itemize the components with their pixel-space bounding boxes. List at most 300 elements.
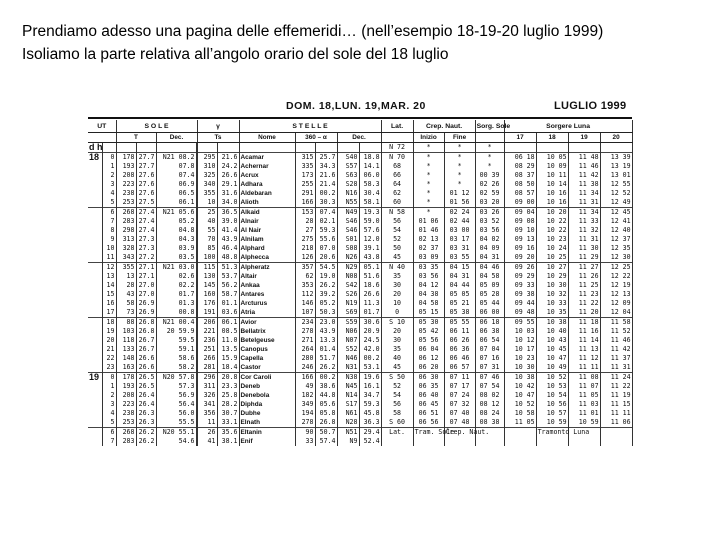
cell-tm: [136, 143, 156, 153]
cell-dec: 57.3: [156, 382, 196, 391]
cell-m19: 11 38: [568, 180, 600, 189]
table-row: [88, 391, 632, 400]
cell-cf: 06 11: [444, 327, 475, 336]
cell-m19: 11 30: [568, 244, 600, 253]
cell-tsm: 20.8: [217, 373, 239, 383]
cell-sdecm: 36.3: [359, 418, 381, 428]
cell-day: [88, 198, 102, 208]
cell-h: 22: [102, 354, 116, 363]
cell-tm: 27.6: [136, 189, 156, 198]
table-row: [88, 253, 632, 263]
cell-ci: 03 56: [413, 272, 444, 281]
col-crep-naut: Crep. Naut.: [413, 120, 475, 133]
cell-tsm: 56.2: [217, 281, 239, 290]
cell-m20: 12 22: [600, 272, 632, 281]
cell-day: [88, 226, 102, 235]
cell-m18: 10 38: [536, 318, 568, 328]
cell-m17: 10 30: [504, 363, 536, 373]
cell-ts: 326: [197, 391, 217, 400]
cell-sha: 153: [295, 208, 315, 218]
cell-ss: 06 00: [475, 308, 504, 318]
cell-ss: 05 44: [475, 299, 504, 308]
cell-cf: 04 15: [444, 263, 475, 273]
cell-dec: N21 05.6: [156, 208, 196, 218]
cell-t: 208: [116, 391, 136, 400]
cell-tm: 27.0: [136, 290, 156, 299]
cell-t: 178: [116, 153, 136, 163]
cell-t: 268: [116, 208, 136, 218]
cell-cf: *: [444, 180, 475, 189]
cell-tsm: 43.9: [217, 235, 239, 244]
cell-m17: 08 50: [504, 180, 536, 189]
cell-sham: 26.8: [315, 418, 337, 428]
cell-ts: 10: [197, 198, 217, 208]
cell-m19: 10 59: [568, 418, 600, 428]
cell-h: 18: [102, 318, 116, 328]
cell-dec: N21 08.2: [156, 153, 196, 163]
cell-sdecm: 29.4: [359, 428, 381, 438]
cell-lat: 10: [381, 299, 413, 308]
cell-m20: 13 19: [600, 162, 632, 171]
cell-ts: 236: [197, 336, 217, 345]
cell-lat: S 10: [381, 318, 413, 328]
cell-sham: [315, 143, 337, 153]
cell-day: [88, 290, 102, 299]
cell-sha: 27: [295, 226, 315, 235]
cell-m20: 12 37: [600, 235, 632, 244]
cell-t: 28: [116, 281, 136, 290]
cell-tsm: 08.5: [217, 327, 239, 336]
cell-ts: 251: [197, 345, 217, 354]
cell-m20: 12 30: [600, 253, 632, 263]
table-row: [88, 162, 632, 171]
cell-cf: 07 48: [444, 418, 475, 428]
cell-sdec: N49: [337, 208, 359, 218]
cell-m19: [568, 143, 600, 153]
cell-ss: 03 20: [475, 198, 504, 208]
cell-h: 21: [102, 345, 116, 354]
cell-sha: 90: [295, 428, 315, 438]
cell-ss: 04 46: [475, 263, 504, 273]
cell-m18: 10 32: [536, 290, 568, 299]
cell-m18: 10 47: [536, 354, 568, 363]
cell-ci: 02 13: [413, 235, 444, 244]
cell-lat: 62: [381, 189, 413, 198]
cell-ss: 07 16: [475, 354, 504, 363]
cell-m17: 10 12: [504, 336, 536, 345]
cell-tm: 27.7: [136, 153, 156, 163]
cell-h: 23: [102, 363, 116, 373]
cell-m18: 10 59: [536, 418, 568, 428]
cell-cf: 03 00: [444, 226, 475, 235]
cell-ts: 176: [197, 299, 217, 308]
cell-tm: 26.2: [136, 437, 156, 446]
cell-m20: 11 15: [600, 400, 632, 409]
table-row: [88, 409, 632, 418]
cell-sdecm: 45.8: [359, 409, 381, 418]
table-row: [88, 235, 632, 244]
cell-ts: 55: [197, 226, 217, 235]
cell-m17: 10 17: [504, 345, 536, 354]
cell-m19: 11 16: [568, 327, 600, 336]
cell-sham: 55.6: [315, 235, 337, 244]
cell-h: 11: [102, 253, 116, 263]
cell-sham: 54.5: [315, 263, 337, 273]
cell-tsm: 11.0: [217, 336, 239, 345]
cell-sham: 25.7: [315, 153, 337, 163]
cell-ci: 04 58: [413, 299, 444, 308]
cell-lat: N 72: [381, 143, 413, 153]
cell-sdecm: 18.8: [359, 153, 381, 163]
cell-m19: 11 48: [568, 153, 600, 163]
cell-m18: 10 29: [536, 272, 568, 281]
cell-lat: 64: [381, 180, 413, 189]
cell-sha: 194: [295, 409, 315, 418]
col-day-17: 17: [504, 133, 536, 143]
cell-cf: 03 55: [444, 253, 475, 263]
cell-dec: 55.5: [156, 418, 196, 428]
cell-m20: 11 06: [600, 418, 632, 428]
cell-m20: 11 22: [600, 382, 632, 391]
cell-day: [88, 382, 102, 391]
col-sha: 360 – α: [295, 133, 337, 143]
cell-cf: 05 38: [444, 308, 475, 318]
cell-m17: 09 33: [504, 281, 536, 290]
cell-ss: 02 59: [475, 189, 504, 198]
cell-ci: *: [413, 198, 444, 208]
cell-tsm: 06.1: [217, 318, 239, 328]
cell-lat: N 70: [381, 153, 413, 163]
cell-ss: 03 26: [475, 208, 504, 218]
cell-ss: *: [475, 143, 504, 153]
cell-star: Deneb: [239, 382, 295, 391]
cell-m17: 10 38: [504, 373, 536, 383]
cell-star: Cor Caroli: [239, 373, 295, 383]
table-row: [88, 180, 632, 189]
cell-sham: 57.4: [315, 437, 337, 446]
month-title: LUGLIO 1999: [554, 100, 627, 112]
cell-sdecm: 06.0: [359, 171, 381, 180]
cell-m20: 13 01: [600, 171, 632, 180]
cell-tm: 26.4: [136, 400, 156, 409]
table-row: [88, 226, 632, 235]
cell-m18: 10 56: [536, 400, 568, 409]
cell-ci: 06 30: [413, 373, 444, 383]
table-row: [88, 272, 632, 281]
cell-dec: 54.6: [156, 437, 196, 446]
cell-t: 223: [116, 180, 136, 189]
cell-sdec: N31: [337, 363, 359, 373]
cell-sdecm: 16.1: [359, 382, 381, 391]
cell-sdec: S42: [337, 281, 359, 290]
table-row: [88, 308, 632, 318]
table-row: [88, 189, 632, 198]
cell-m17: 09 48: [504, 308, 536, 318]
cell-cf: 03 31: [444, 244, 475, 253]
cell-star: Alnilam: [239, 235, 295, 244]
cell-h: 6: [102, 428, 116, 438]
cell-sdec: N51: [337, 428, 359, 438]
cell-day: [88, 253, 102, 263]
cell-ts: 11: [197, 418, 217, 428]
cell-m20: 12 04: [600, 308, 632, 318]
cell-t: 238: [116, 409, 136, 418]
cell-tm: 27.5: [136, 198, 156, 208]
cell-tsm: 51.3: [217, 263, 239, 273]
cell-dec: 04.3: [156, 235, 196, 244]
col-star-dec: Dec.: [337, 133, 381, 143]
cell-m20: 11 58: [600, 318, 632, 328]
cell-m17: 09 00: [504, 198, 536, 208]
table-row: [88, 318, 632, 328]
cell-tm: 26.7: [136, 345, 156, 354]
cell-sdecm: 42.0: [359, 345, 381, 354]
cell-sdec: N46: [337, 354, 359, 363]
cell-tsm: 21.6: [217, 153, 239, 163]
cell-sdecm: 24.5: [359, 336, 381, 345]
cell-tsm: 34.0: [217, 198, 239, 208]
cell-star: Enif: [239, 437, 295, 446]
table-row: [88, 382, 632, 391]
cell-ts: 160: [197, 290, 217, 299]
cell-cf: 02 44: [444, 217, 475, 226]
cell-tm: 26.8: [136, 318, 156, 328]
cell-m18: 10 22: [536, 226, 568, 235]
cell-t: 13: [116, 272, 136, 281]
cell-m18: 10 49: [536, 363, 568, 373]
cell-m19: 11 26: [568, 272, 600, 281]
cell-tsm: 35.6: [217, 428, 239, 438]
cell-tm: 26.4: [136, 391, 156, 400]
cell-h: 7: [102, 437, 116, 446]
cell-star: Alkaid: [239, 208, 295, 218]
cell-lat: 35: [381, 272, 413, 281]
cell-sham: 00.2: [315, 373, 337, 383]
cell-m17: 10 03: [504, 327, 536, 336]
cell-day: [88, 263, 102, 273]
cell-h: 7: [102, 217, 116, 226]
cell-sdecm: 34.7: [359, 391, 381, 400]
cell-ci: *: [413, 143, 444, 153]
cell-day: d h: [89, 142, 103, 152]
cell-sha: [295, 143, 315, 153]
cell-h: 19: [102, 327, 116, 336]
cell-h: 12: [102, 263, 116, 273]
cell-day: [88, 418, 102, 428]
cell-dec: 01.7: [156, 290, 196, 299]
cell-ci: 06 40: [413, 391, 444, 400]
cell-ci: 03 09: [413, 253, 444, 263]
cell-m20: [600, 428, 632, 438]
table-row: [88, 373, 632, 383]
cell-day: [88, 217, 102, 226]
table-row: [88, 345, 632, 354]
cell-ss: 04 02: [475, 235, 504, 244]
col-inizio: Inizio: [413, 133, 444, 143]
cell-m19: 11 18: [568, 318, 600, 328]
cell-sha: 246: [295, 363, 315, 373]
cell-sham: 21.4: [315, 180, 337, 189]
cell-star: Adhara: [239, 180, 295, 189]
cell-m17: 09 13: [504, 235, 536, 244]
cell-h: 5: [102, 198, 116, 208]
cell-lat: 66: [381, 171, 413, 180]
cell-cf: 06 36: [444, 345, 475, 354]
table-row: [88, 418, 632, 428]
cell-lat: N 58: [381, 208, 413, 218]
cell-tm: 27.4: [136, 208, 156, 218]
cell-m17: 09 04: [504, 208, 536, 218]
cell-ts: 115: [197, 263, 217, 273]
cell-sham: 19.0: [315, 272, 337, 281]
cell-ci: 05 56: [413, 336, 444, 345]
cell-m18: 10 25: [536, 253, 568, 263]
cell-lat: S 60: [381, 418, 413, 428]
cell-lat: 0: [381, 308, 413, 318]
cell-m18: 10 16: [536, 189, 568, 198]
cell-h: 4: [102, 189, 116, 198]
cell-t: 328: [116, 244, 136, 253]
cell-m19: 11 31: [568, 198, 600, 208]
cell-star: Diphda: [239, 400, 295, 409]
cell-tsm: 38.1: [217, 437, 239, 446]
cell-ts: 221: [197, 327, 217, 336]
cell-sha: 315: [295, 153, 315, 163]
cell-m17: 09 38: [504, 290, 536, 299]
cell-sdecm: 05.1: [359, 263, 381, 273]
cell-sha: 173: [295, 171, 315, 180]
cell-h: 13: [102, 272, 116, 281]
cell-sha: 49: [295, 382, 315, 391]
cell-star: Acrux: [239, 171, 295, 180]
cell-ci: [413, 437, 444, 446]
cell-ts: 40: [197, 217, 217, 226]
cell-sdecm: 30.4: [359, 189, 381, 198]
cell-t: 133: [116, 345, 136, 354]
cell-m19: 11 42: [568, 171, 600, 180]
cell-day: [88, 171, 102, 180]
cell-t: [116, 143, 136, 153]
cell-m18: 10 20: [536, 208, 568, 218]
cell-t: 58: [116, 299, 136, 308]
cell-sdec: S57: [337, 162, 359, 171]
cell-dec: 07.4: [156, 171, 196, 180]
cell-ts: 356: [197, 409, 217, 418]
cell-tsm: 29.1: [217, 180, 239, 189]
cell-star: Al Nair: [239, 226, 295, 235]
cell-h: 3: [102, 400, 116, 409]
cell-m18: 10 45: [536, 345, 568, 354]
cell-m19: 11 22: [568, 299, 600, 308]
cell-dec: [156, 143, 196, 153]
cell-t: 208: [116, 171, 136, 180]
cell-m19: 11 29: [568, 253, 600, 263]
cell-sham: 44.8: [315, 391, 337, 400]
cell-sham: 02.1: [315, 217, 337, 226]
cell-day: [88, 272, 102, 281]
cell-sdecm: 59.0: [359, 217, 381, 226]
cell-sdec: S17: [337, 400, 359, 409]
cell-lat: 35: [381, 345, 413, 354]
cell-m20: 11 42: [600, 345, 632, 354]
cell-m17: 10 52: [504, 400, 536, 409]
cell-m20: 11 46: [600, 336, 632, 345]
cell-sdecm: 26.6: [359, 290, 381, 299]
cell-tsm: 25.8: [217, 391, 239, 400]
cell-sha: 166: [295, 198, 315, 208]
cell-m20: 12 40: [600, 226, 632, 235]
cell-sdec: N45: [337, 382, 359, 391]
ephemeris-table: [88, 120, 633, 446]
cell-ci: *: [413, 189, 444, 198]
cell-sha: 234: [295, 318, 315, 328]
cell-sdecm: 53.1: [359, 363, 381, 373]
cell-h: 2: [102, 391, 116, 400]
cell-m19: 11 34: [568, 189, 600, 198]
cell-ci: Tram. Sole: [414, 428, 455, 436]
cell-lat: N 40: [381, 263, 413, 273]
cell-ss: *: [475, 153, 504, 163]
cell-day: [88, 244, 102, 253]
cell-cf: 05 21: [444, 299, 475, 308]
cell-sdecm: 52.4: [359, 437, 381, 446]
cell-m19: 11 32: [568, 226, 600, 235]
cell-m20: 13 39: [600, 153, 632, 163]
cell-lat: 30: [381, 281, 413, 290]
cell-sham: 50.3: [315, 308, 337, 318]
ephemeris-body: [88, 143, 632, 447]
cell-sdecm: 57.6: [359, 226, 381, 235]
cell-ci: 06 51: [413, 409, 444, 418]
cell-lat: 54: [381, 391, 413, 400]
cell-t: 283: [116, 437, 136, 446]
cell-ci: 02 37: [413, 244, 444, 253]
cell-sdec: S01: [337, 235, 359, 244]
cell-tm: 26.9: [136, 308, 156, 318]
cell-sdec: N38: [337, 373, 359, 383]
cell-m17: 06 18: [504, 153, 536, 163]
cell-lat: 54: [381, 226, 413, 235]
cell-lat: 56: [381, 217, 413, 226]
cell-day: [88, 409, 102, 418]
cell-m19: 11 23: [568, 290, 600, 299]
cell-ts: 145: [197, 281, 217, 290]
cell-ts: [197, 143, 217, 153]
cell-ts: 311: [197, 382, 217, 391]
cell-sdec: N06: [337, 327, 359, 336]
cell-tm: 26.8: [136, 327, 156, 336]
cell-cf: 01 12: [444, 189, 475, 198]
cell-ts: 341: [197, 400, 217, 409]
cell-h: 0: [102, 373, 116, 383]
cell-sdecm: 43.8: [359, 253, 381, 263]
cell-t: 253: [116, 418, 136, 428]
cell-cf: 01 56: [444, 198, 475, 208]
cell-dec: 56.4: [156, 400, 196, 409]
cell-ts: 26: [197, 428, 217, 438]
cell-m17: 09 08: [504, 217, 536, 226]
cell-tsm: 33.1: [217, 418, 239, 428]
cell-star: Ankaa: [239, 281, 295, 290]
cell-tsm: 48.8: [217, 253, 239, 263]
col-day-20: 20: [600, 133, 632, 143]
cell-h: 14: [102, 281, 116, 290]
cell-ts: 70: [197, 235, 217, 244]
cell-m19: 11 12: [568, 354, 600, 363]
cell-sha: 280: [295, 354, 315, 363]
cell-sdec: S26: [337, 290, 359, 299]
cell-m19: 11 25: [568, 281, 600, 290]
